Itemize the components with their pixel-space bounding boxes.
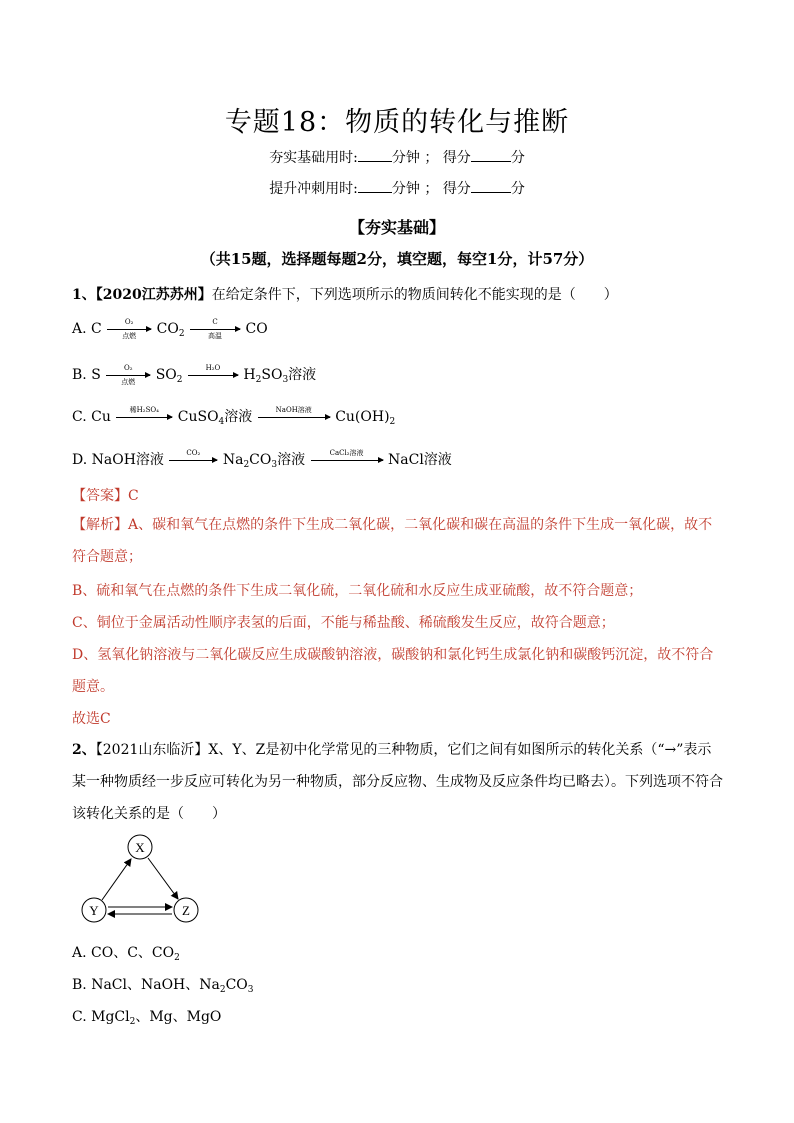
arrow-condition: O₂ <box>124 317 134 326</box>
question-number: 2、 <box>72 742 96 758</box>
option-a-mid: CO <box>156 321 179 337</box>
option-a-end: CO <box>245 321 268 337</box>
subscript: 2 <box>255 375 262 385</box>
option-b-text: B. NaCl、NaOH、Na <box>72 977 220 993</box>
reaction-arrow <box>116 405 172 418</box>
subscript: 2 <box>174 953 180 963</box>
reaction-arrow <box>258 405 330 418</box>
question-text: 在给定条件下，下列选项所示的物质间转化不能实现的是（ ） <box>211 287 618 303</box>
analysis-a: 【解析】A、碳和氧气在点燃的条件下生成二氧化碳，二氧化碳和碳在高温的条件下生成一氧化碳，故不符合题意； <box>72 517 713 565</box>
option-b-end: SO <box>261 367 283 383</box>
advanced-timing-label: 提升冲刺用时: <box>269 181 358 197</box>
conversion-diagram <box>74 832 204 928</box>
score-label: 得分 <box>442 150 471 166</box>
arrow-condition: 高温 <box>208 331 223 340</box>
basic-timing-line <box>0 147 794 167</box>
q2-option-a[interactable] <box>72 942 180 962</box>
arrow-y-to-x <box>102 859 131 900</box>
q2-option-c[interactable] <box>72 1006 221 1026</box>
analysis-c: C、铜位于金属活动性顺序表氢的后面，不能与稀盐酸、稀硫酸发生反应，故符合题意； <box>72 615 615 631</box>
reaction-arrow <box>107 317 151 340</box>
q1-option-d[interactable] <box>72 449 452 469</box>
option-a-start: A. C <box>72 321 102 337</box>
arrow-condition: 稀H₂SO₄ <box>129 405 159 414</box>
question-number: 1、 <box>72 287 96 303</box>
score-label: 得分 <box>442 181 471 197</box>
arrow-condition: CO₂ <box>186 448 201 457</box>
option-c-end: Cu(OH) <box>335 409 390 425</box>
reaction-arrow <box>188 363 238 376</box>
arrow-condition: CaCl₂溶液 <box>329 448 364 457</box>
option-b-end: 溶液 <box>288 367 317 383</box>
q1-option-c[interactable] <box>72 406 395 426</box>
option-c-mid: 溶液 <box>224 409 253 425</box>
q1-option-b[interactable] <box>72 364 316 384</box>
option-d-start: D. NaOH溶液 <box>72 452 164 468</box>
subscript: 2 <box>389 417 396 427</box>
separator: ； <box>424 150 439 166</box>
option-c-mid: CuSO <box>177 409 219 425</box>
reaction-arrow <box>311 448 383 461</box>
advanced-timing-line <box>0 178 794 198</box>
scoring-rules: （共15题，选择题每题2分，填空题，每空1分，计57分） <box>200 250 594 268</box>
subscript: 2 <box>219 985 226 995</box>
score-unit: 分 <box>510 150 525 166</box>
arrow-condition: NaOH溶液 <box>275 405 312 414</box>
reaction-arrow <box>169 448 217 461</box>
advanced-minutes-blank[interactable] <box>358 180 392 193</box>
page-title: 专题18：物质的转化与推断 <box>224 107 570 138</box>
option-a-text: A. CO、C、CO <box>72 945 175 961</box>
subscript: 3 <box>271 460 278 470</box>
node-x-label: X <box>135 840 145 855</box>
subscript: 2 <box>176 375 183 385</box>
node-z-label: Z <box>182 903 190 918</box>
option-d-end: NaCl溶液 <box>388 452 452 468</box>
arrow-condition: 点燃 <box>121 377 136 386</box>
arrow-x-to-z <box>148 858 178 899</box>
option-c-text: 、Mg、MgO <box>135 1009 222 1025</box>
subscript: 3 <box>282 375 289 385</box>
subscript: 4 <box>218 417 225 427</box>
q2-option-b[interactable] <box>72 974 254 994</box>
option-c-start: C. Cu <box>72 409 111 425</box>
subscript: 2 <box>129 1017 136 1027</box>
q1-option-a[interactable] <box>72 317 268 340</box>
section-heading: 【夯实基础】 <box>348 218 445 237</box>
option-d-mid: CO <box>249 452 272 468</box>
question-1-stem <box>72 284 618 304</box>
option-b-mid: SO <box>155 367 177 383</box>
subscript: 2 <box>243 460 250 470</box>
analysis-d: D、氢氧化钠溶液与二氧化碳反应生成碳酸钠溶液，碳酸钠和氯化钙生成氯化钠和碳酸钙沉淀，故不符合题意。 <box>72 647 714 695</box>
analysis-b: B、硫和氧气在点燃的条件下生成二氧化硫，二氧化硫和水反应生成亚硫酸，故不符合题意； <box>72 583 643 599</box>
answer-line: 【答案】C <box>72 488 139 504</box>
question-source: 【2021山东临沂】 <box>95 742 209 758</box>
separator: ； <box>424 181 439 197</box>
score-unit: 分 <box>510 181 525 197</box>
basic-timing-label: 夯实基础用时: <box>269 150 358 166</box>
option-b-text: CO <box>225 977 248 993</box>
advanced-score-blank[interactable] <box>471 180 511 193</box>
arrow-condition: O₂ <box>123 363 133 372</box>
option-b-start: B. S <box>72 367 101 383</box>
question-source: 【2020江苏苏州】 <box>95 287 212 303</box>
option-d-mid: Na <box>222 452 244 468</box>
conclusion: 故选C <box>72 711 111 727</box>
option-d-mid: 溶液 <box>277 452 306 468</box>
reaction-arrow <box>106 363 150 386</box>
question-text: X、Y、Z是初中化学常见的三种物质，它们之间有如图所示的转化关系（“→”表示某一种物质经一步反应可转化为另一种物质，部分反应物、生成物及反应条件均已略去）。下列选项不符合该转化关系的是（ ） <box>72 742 723 822</box>
question-2-stem <box>72 734 724 830</box>
basic-score-blank[interactable] <box>471 149 511 162</box>
node-y-label: Y <box>89 903 99 918</box>
arrow-condition: C <box>212 317 218 326</box>
arrow-condition: H₂O <box>205 363 221 372</box>
basic-minutes-blank[interactable] <box>358 149 392 162</box>
reaction-arrow <box>190 317 240 340</box>
option-c-text: C. MgCl <box>72 1009 130 1025</box>
minutes-unit: 分钟 <box>391 150 420 166</box>
minutes-unit: 分钟 <box>391 181 420 197</box>
subscript: 2 <box>178 329 185 339</box>
option-b-end: H <box>243 367 256 383</box>
arrow-condition: 点燃 <box>122 331 137 340</box>
subscript: 3 <box>247 985 254 995</box>
